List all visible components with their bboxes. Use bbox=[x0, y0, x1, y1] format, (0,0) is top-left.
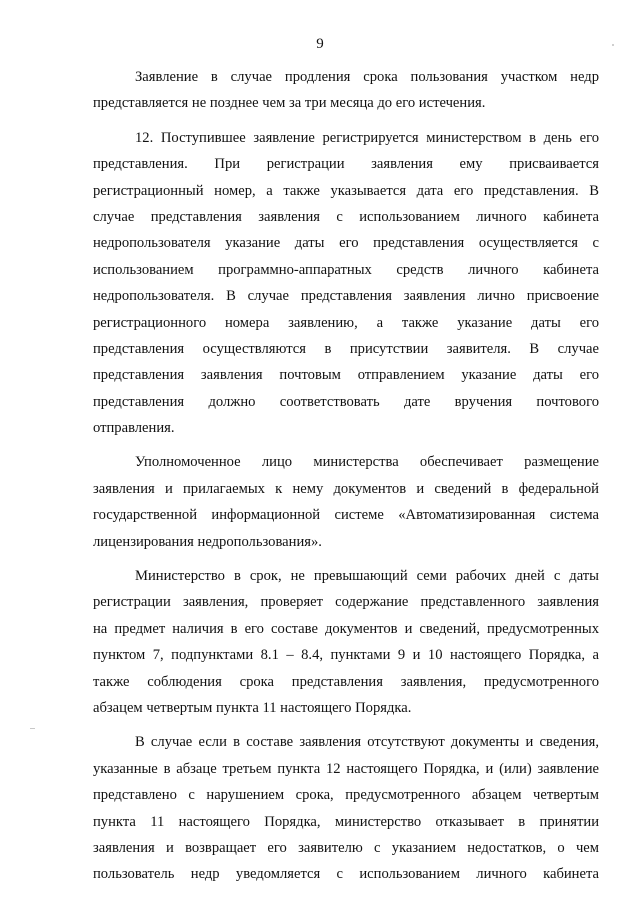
scan-speck bbox=[612, 44, 614, 46]
text-line: абзацем четвертым пункта 11 настоящего Порядка. bbox=[93, 699, 412, 716]
text-line: на предмет наличия в его составе документов и сведений, предусмотренных bbox=[93, 620, 599, 637]
page-number: 9 bbox=[316, 36, 324, 52]
text-line: Министерство в срок, не превышающий семи рабочих дней с даты bbox=[135, 568, 599, 585]
text-line: В случае если в составе заявления отсутствуют документы и сведения, bbox=[135, 734, 599, 751]
text-line: лицензирования недропользования». bbox=[93, 533, 322, 550]
text-line: регистрации заявления, проверяет содержание представленного заявления bbox=[93, 594, 599, 611]
text-line: пунктом 7, подпунктами 8.1 – 8.4, пунктами 9 и 10 настоящего Порядка, а bbox=[93, 647, 599, 664]
text-line: регистрационный номер, а также указывается дата его представления. В bbox=[93, 182, 599, 199]
scan-speck bbox=[30, 728, 35, 729]
text-line: представляется не позднее чем за три месяца до его истечения. bbox=[93, 95, 486, 112]
text-line: указанные в абзаце третьем пункта 12 настоящего Порядка, и (или) заявление bbox=[93, 760, 599, 777]
document-body bbox=[93, 64, 599, 896]
text-line: 12. Поступившее заявление регистрируется министерством в день его bbox=[135, 129, 599, 146]
paragraph-12 bbox=[93, 125, 599, 442]
text-line: представления должно соответствовать дате вручения почтового bbox=[93, 393, 599, 410]
text-line: также соблюдения срока представления заявления, предусмотренного bbox=[93, 673, 599, 690]
text-line: недропользователя указание даты его представления осуществляется с bbox=[93, 235, 599, 252]
paragraph bbox=[93, 563, 599, 721]
text-line: представления заявления почтовым отправлением указание даты его bbox=[93, 367, 599, 384]
paragraph bbox=[93, 729, 599, 887]
text-line: представлено с нарушением срока, предусмотренного абзацем четвертым bbox=[93, 787, 599, 804]
text-line: использованием программно-аппаратных средств личного кабинета bbox=[93, 261, 599, 278]
text-line: случае представления заявления с использованием личного кабинета bbox=[93, 208, 599, 225]
text-line: государственной информационной системе «Автоматизированная система bbox=[93, 507, 599, 524]
text-line: Заявление в случае продления срока пользования участком недр bbox=[135, 69, 599, 85]
text-line: регистрационного номера заявлению, а также указание даты его bbox=[93, 314, 599, 331]
text-line: Уполномоченное лицо министерства обеспечивает размещение bbox=[135, 454, 599, 471]
text-line: пользователь недр уведомляется с использованием личного кабинета bbox=[93, 866, 599, 883]
paragraph bbox=[93, 449, 599, 555]
paragraph bbox=[93, 64, 599, 117]
text-line: представления. При регистрации заявления ему присваивается bbox=[93, 156, 599, 173]
text-line: заявления и возвращает его заявителю с указанием недостатков, о чем bbox=[93, 839, 599, 856]
text-line: заявления и прилагаемых к нему документов и сведений в федеральной bbox=[93, 480, 599, 497]
text-line: представления осуществляются в присутствии заявителя. В случае bbox=[93, 340, 599, 357]
text-line: пункта 11 настоящего Порядка, министерство отказывает в принятии bbox=[93, 813, 599, 830]
text-line: отправления. bbox=[93, 420, 175, 437]
text-line: недропользователя. В случае представления заявления лично присвоение bbox=[93, 288, 599, 305]
